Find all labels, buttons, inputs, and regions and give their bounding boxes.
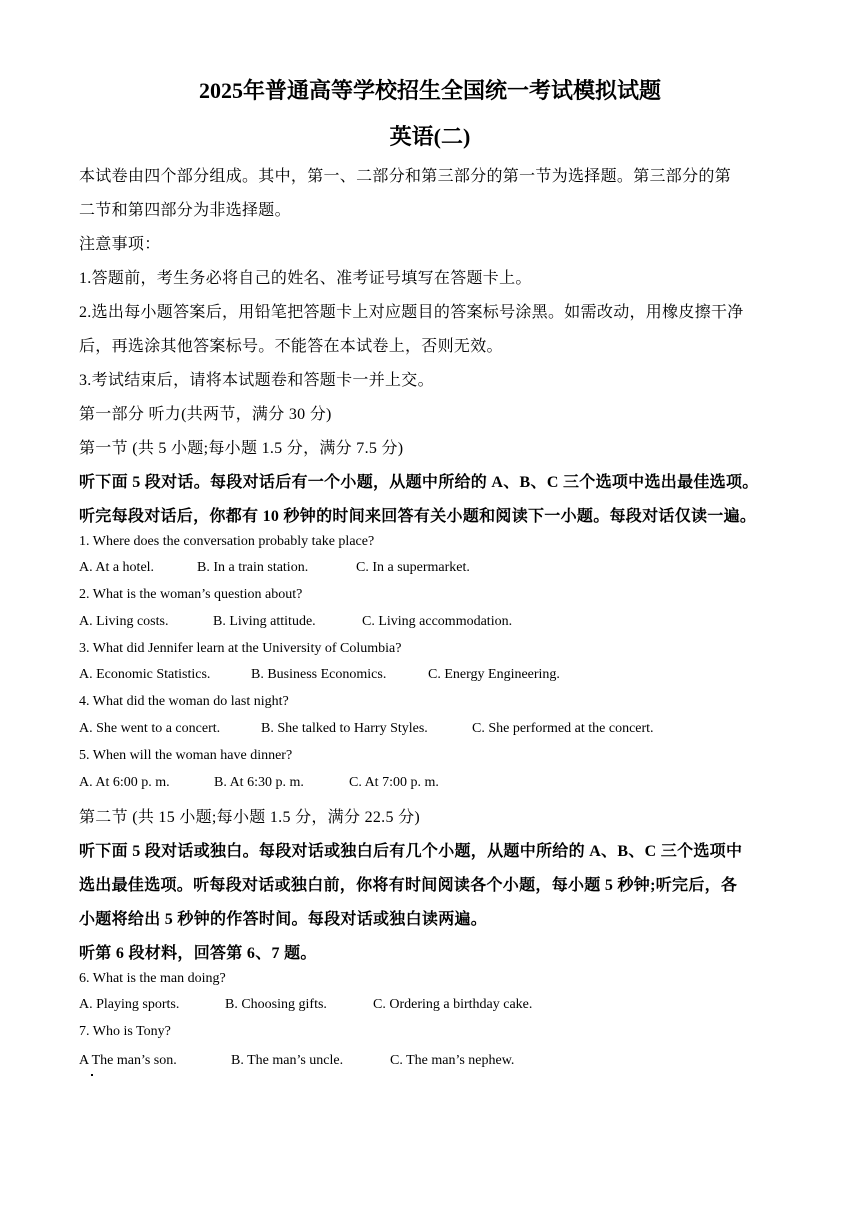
question-7: 7. Who is Tony? [79, 1024, 171, 1039]
note-3: 3.考试结束后，请将本试题卷和答题卡一并上交。 [79, 372, 434, 389]
question-5: 5. When will the woman have dinner? [79, 748, 293, 763]
part1-heading: 第一部分 听力(共两节，满分 30 分) [79, 406, 332, 423]
note-2b: 后，再选涂其他答案标号。不能答在本试卷上，否则无效。 [79, 338, 503, 355]
material-6-heading: 听第 6 段材料，回答第 6、7 题。 [79, 945, 317, 962]
q2-option-b: B. Living attitude. [213, 614, 316, 629]
notes-heading: 注意事项： [79, 236, 161, 253]
q7-option-b: B. The man’s uncle. [231, 1053, 344, 1068]
q4-option-c: C. She performed at the concert. [472, 721, 654, 736]
q1-option-b: B. In a train station. [197, 560, 309, 575]
section2-instruction-2: 选出最佳选项。听每段对话或独白前，你将有时间阅读各个小题，每小题 5 秒钟;听完后，各 [79, 877, 738, 894]
q5-option-b: B. At 6:30 p. m. [214, 775, 304, 790]
q2-option-a: A. Living costs. [79, 614, 169, 629]
intro-line-2: 二节和第四部分为非选择题。 [79, 202, 291, 219]
section1-instruction-1: 听下面 5 段对话。每段对话后有一个小题，从题中所给的 A、B、C 三个选项中选出最佳选项。 [79, 474, 759, 491]
q6-option-b: B. Choosing gifts. [225, 997, 327, 1012]
stray-dot [91, 1074, 93, 1076]
note-1: 1.答题前，考生务必将自己的姓名、准考证号填写在答题卡上。 [79, 270, 532, 287]
q3-option-c: C. Energy Engineering. [428, 667, 560, 682]
question-6: 6. What is the man doing? [79, 971, 226, 986]
q4-option-b: B. She talked to Harry Styles. [261, 721, 428, 736]
question-4: 4. What did the woman do last night? [79, 694, 289, 709]
section2-heading: 第二节 (共 15 小题;每小题 1.5 分，满分 22.5 分) [79, 809, 421, 826]
exam-subtitle: 英语(二) [389, 124, 471, 149]
q7-option-a: A The man’s son. [79, 1053, 177, 1068]
question-2: 2. What is the woman’s question about? [79, 587, 303, 602]
exam-title: 2025年普通高等学校招生全国统一考试模拟试题 [198, 78, 661, 103]
section1-instruction-2: 听完每段对话后，你都有 10 秒钟的时间来回答有关小题和阅读下一小题。每段对话仅读一遍。 [79, 508, 757, 525]
question-3: 3. What did Jennifer learn at the University of Columbia? [79, 641, 402, 656]
q6-option-c: C. Ordering a birthday cake. [373, 997, 533, 1012]
q3-option-a: A. Economic Statistics. [79, 667, 211, 682]
q1-option-a: A. At a hotel. [79, 560, 155, 575]
q3-option-b: B. Business Economics. [251, 667, 387, 682]
note-2a: 2.选出每小题答案后，用铅笔把答题卡上对应题目的答案标号涂黑。如需改动，用橡皮擦干净 [79, 304, 744, 321]
q2-option-c: C. Living accommodation. [362, 614, 513, 629]
section2-instruction-1: 听下面 5 段对话或独白。每段对话或独白后有几个小题，从题中所给的 A、B、C 三个选项中 [79, 843, 743, 860]
q7-option-c: C. The man’s nephew. [390, 1053, 515, 1068]
question-1: 1. Where does the conversation probably take place? [79, 534, 375, 549]
q5-option-a: A. At 6:00 p. m. [79, 775, 170, 790]
q1-option-c: C. In a supermarket. [356, 560, 470, 575]
intro-line-1: 本试卷由四个部分组成。其中，第一、二部分和第三部分的第一节为选择题。第三部分的第 [79, 168, 732, 185]
q6-option-a: A. Playing sports. [79, 997, 180, 1012]
q4-option-a: A. She went to a concert. [79, 721, 221, 736]
section1-heading: 第一节 (共 5 小题;每小题 1.5 分，满分 7.5 分) [79, 440, 404, 457]
section2-instruction-3: 小题将给出 5 秒钟的作答时间。每段对话或独白读两遍。 [79, 911, 488, 928]
q5-option-c: C. At 7:00 p. m. [349, 775, 439, 790]
